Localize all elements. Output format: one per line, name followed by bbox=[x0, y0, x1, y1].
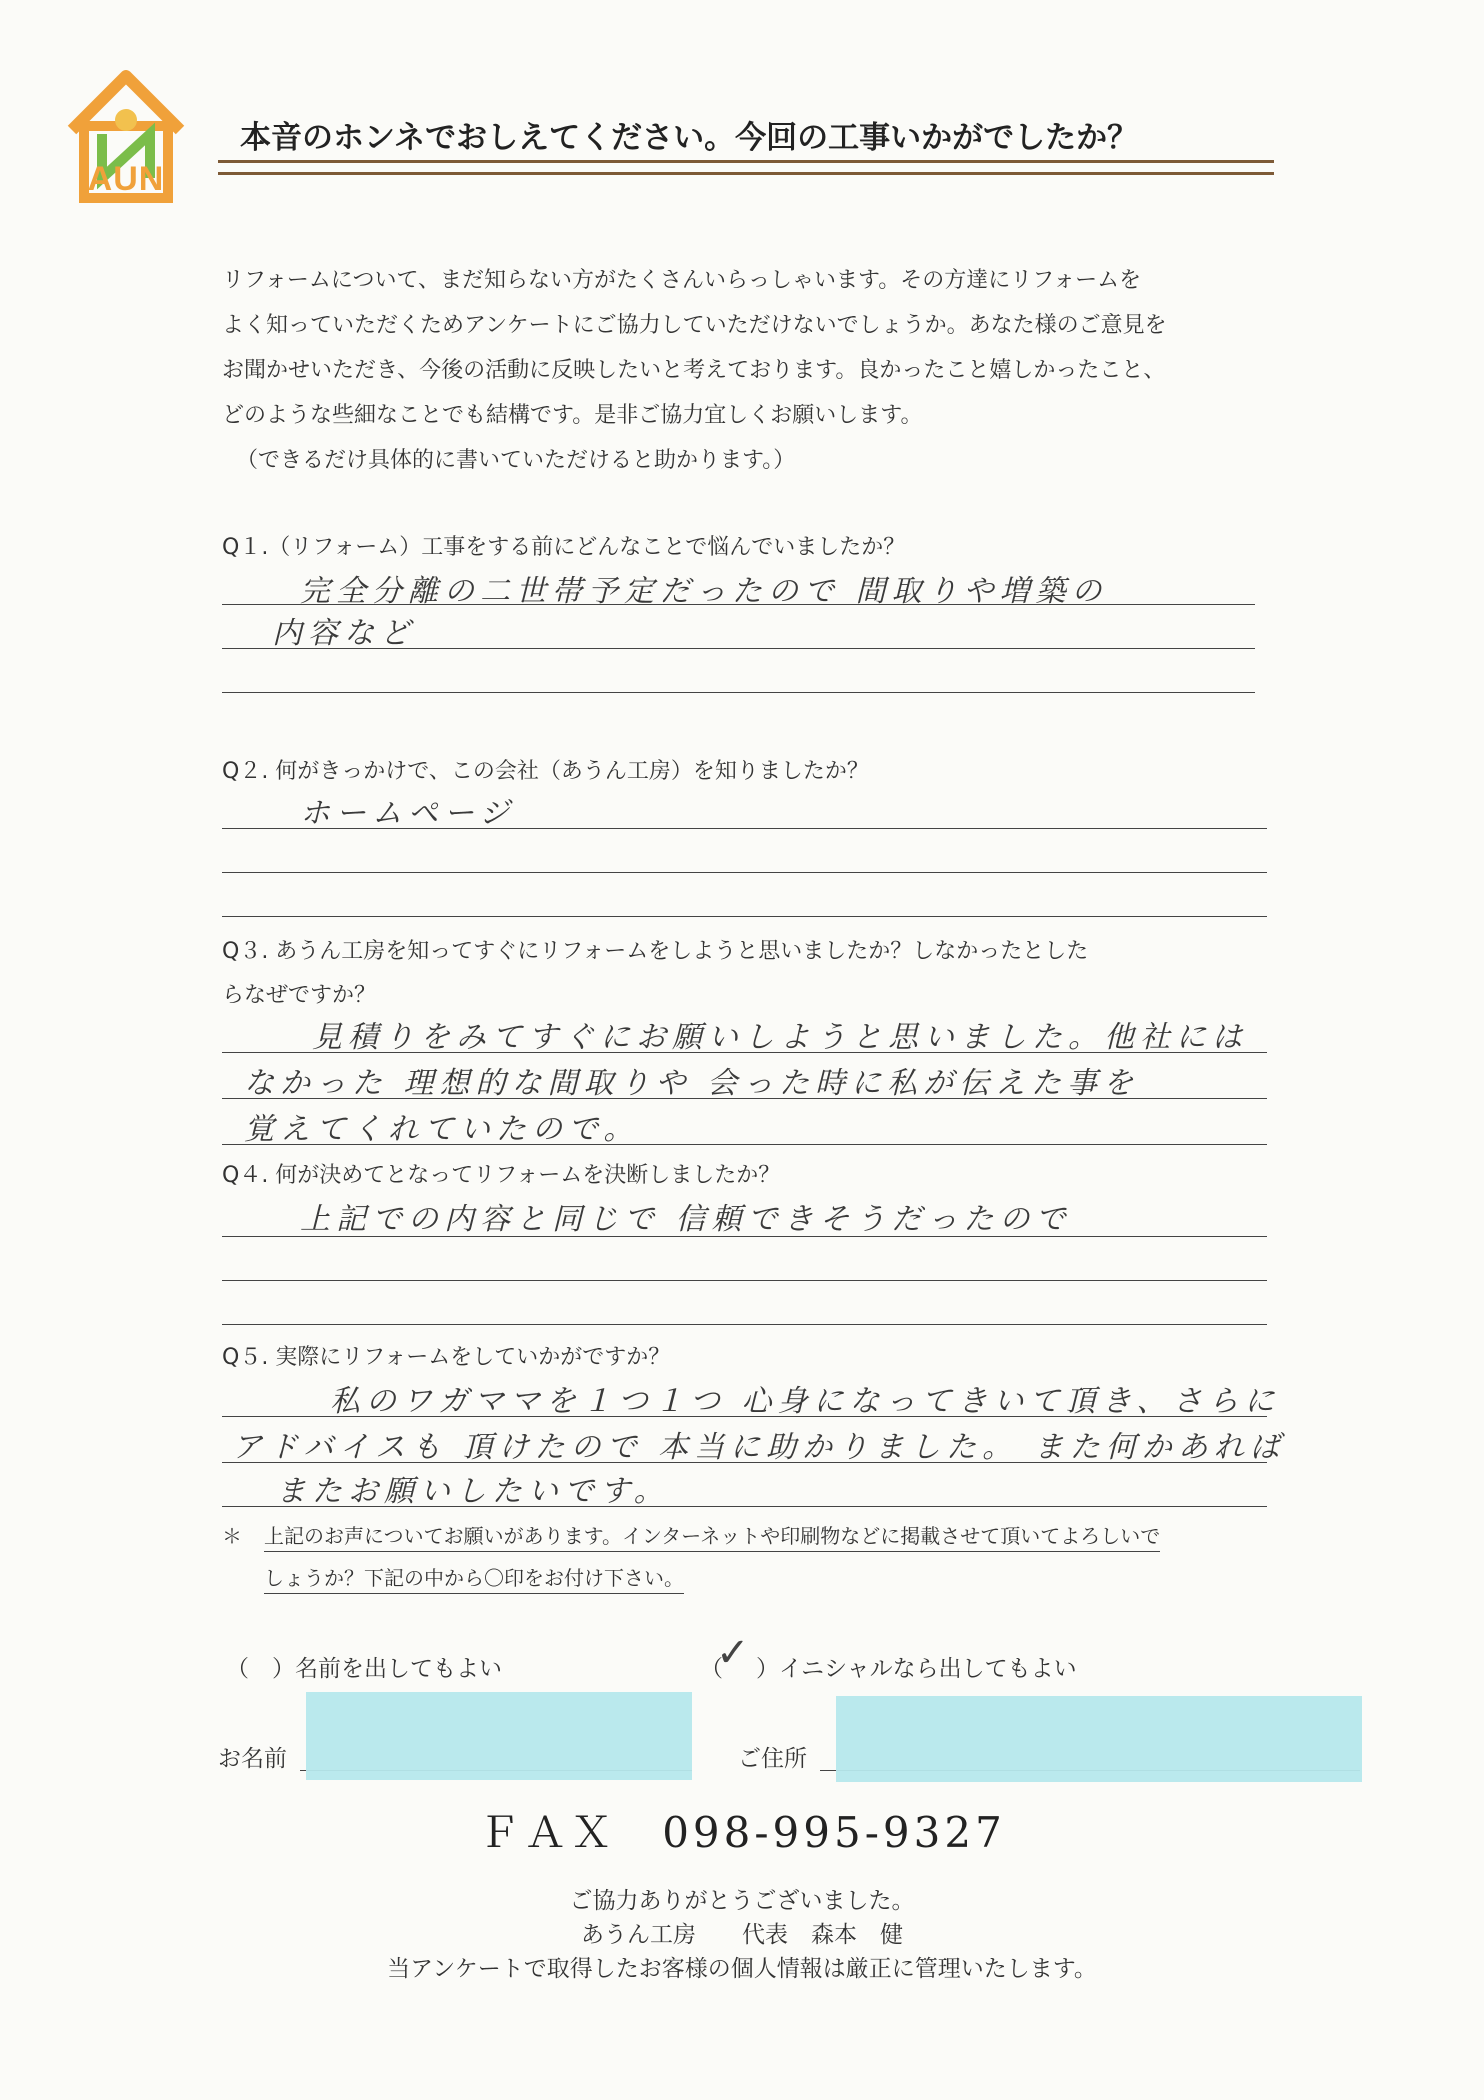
q3-answer-line: 覚えてくれていたので。 bbox=[244, 1112, 640, 1147]
q4-question: Q４. 何が決めてとなってリフォームを決断しましたか？ bbox=[222, 1163, 781, 1188]
q3-question: Q３. あうん工房を知ってすぐにリフォームをしようと思いましたか？しなかったとした bbox=[222, 939, 1089, 964]
check-mark-icon[interactable]: ✓ bbox=[716, 1630, 750, 1676]
q5-answer-line: 私のワガママを１つ１つ 心身になってきいて頂き、さらに bbox=[330, 1384, 1281, 1419]
intro-line: リフォームについて、まだ知らない方がたくさんいらっしゃいます。その方達にリフォームを bbox=[222, 268, 1142, 293]
answer-line-rule bbox=[222, 648, 1255, 649]
answer-line-rule bbox=[222, 1098, 1267, 1099]
intro-line: どのような些細なことでも結構です。是非ご協力宜しくお願いします。 bbox=[222, 403, 923, 428]
answer-line-rule bbox=[222, 1462, 1267, 1463]
initial-ok-open: （ bbox=[700, 1656, 723, 1682]
address-redaction bbox=[836, 1696, 1362, 1782]
note-line: しょうか？下記の中から〇印をお付け下さい。 bbox=[264, 1562, 684, 1594]
answer-line-rule bbox=[222, 1416, 1267, 1417]
q3-answer-line: 見積りをみてすぐにお願いしようと思いました。他社には bbox=[312, 1020, 1248, 1055]
intro-line: お聞かせいただき、今後の活動に反映したいと考えております。良かったこと嬉しかったこと、 bbox=[222, 358, 1166, 383]
logo-text: AUN bbox=[87, 160, 165, 198]
intro-line: （できるだけ具体的に書いていただけると助かります。） bbox=[236, 448, 796, 473]
answer-line-rule bbox=[222, 872, 1267, 873]
intro-text bbox=[222, 258, 1282, 483]
signature-text: あうん工房 代表 森本 健 bbox=[581, 1922, 903, 1948]
answer-line-rule bbox=[222, 604, 1255, 605]
q3-question: らなぜですか？ bbox=[222, 983, 377, 1008]
answer-line-rule bbox=[222, 1280, 1267, 1281]
q4-answer-line: 上記での内容と同じで 信頼できそうだったので bbox=[300, 1202, 1072, 1237]
thanks-text: ご協力ありがとうございました。 bbox=[569, 1888, 915, 1914]
answer-line-rule bbox=[222, 692, 1255, 693]
note-line: 上記のお声についてお願いがあります。インターネットや印刷物などに掲載させて頂いてよろしいで bbox=[264, 1520, 1160, 1552]
answer-line-rule bbox=[222, 1324, 1267, 1325]
q5-question: Q５. 実際にリフォームをしていかがですか？ bbox=[222, 1345, 671, 1370]
note-star: ＊ bbox=[222, 1524, 242, 1548]
title-divider bbox=[218, 160, 1274, 175]
q2-question: Q２. 何がきっかけで、この会社（あうん工房）を知りましたか？ bbox=[222, 759, 869, 784]
answer-line-rule bbox=[222, 1052, 1267, 1053]
q3-answer-line: なかった 理想的な間取りや 会った時に私が伝えた事を bbox=[244, 1066, 1140, 1101]
privacy-text: 当アンケートで取得したお客様の個人情報は厳正に管理いたします。 bbox=[387, 1956, 1097, 1982]
page-title: 本音のホンネでおしえてください。今回の工事いかがでしたか？ bbox=[240, 120, 1139, 156]
answer-line-rule bbox=[222, 1236, 1267, 1237]
q2-answer-line: ホームページ bbox=[300, 796, 516, 831]
q5-answer-line: またお願いしたいです。 bbox=[276, 1474, 670, 1509]
name-label: お名前 bbox=[218, 1746, 287, 1772]
q1-answer-line: 完全分離の二世帯予定だったので 間取りや増築の bbox=[300, 574, 1108, 609]
answer-line-rule bbox=[222, 1506, 1267, 1507]
name-redaction bbox=[306, 1692, 692, 1780]
answer-line-rule bbox=[222, 916, 1267, 917]
fax-number: ＦＡＸ 098-995-9327 bbox=[478, 1808, 1006, 1857]
intro-line: よく知っていただくためアンケートにご協力していただけないでしょうか。あなた様のご意見を bbox=[222, 313, 1167, 338]
answer-line-rule bbox=[222, 1144, 1267, 1145]
q5-answer-line: アドバイスも 頂けたので 本当に助かりました。 また何かあれば bbox=[232, 1430, 1286, 1465]
name-ok-option[interactable]: （ ）名前を出してもよい bbox=[226, 1656, 502, 1682]
initial-ok-option[interactable]: ）イニシャルなら出してもよい bbox=[756, 1656, 1077, 1682]
address-label: ご住所 bbox=[738, 1746, 807, 1772]
q1-question: Q１.（リフォーム）工事をする前にどんなことで悩んでいましたか？ bbox=[222, 535, 906, 560]
answer-line-rule bbox=[222, 828, 1267, 829]
q1-answer-line: 内容など bbox=[272, 616, 416, 651]
